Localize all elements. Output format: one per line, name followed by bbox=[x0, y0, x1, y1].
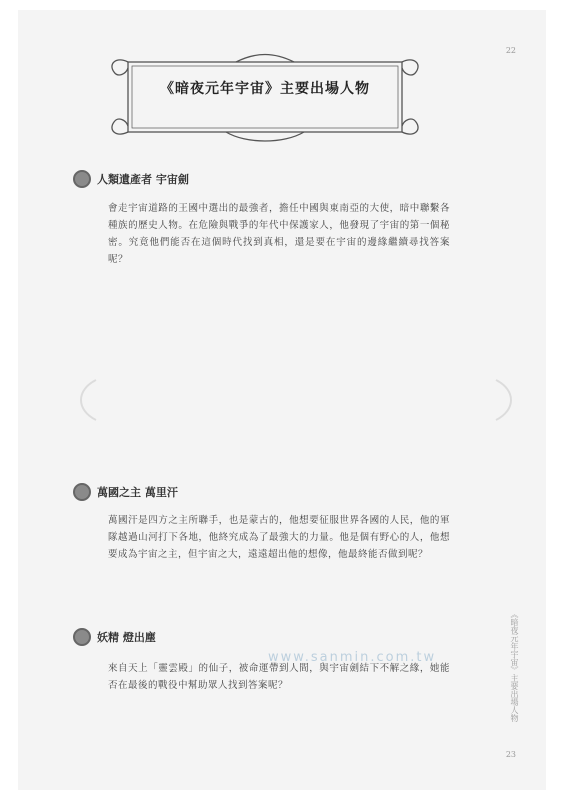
section-heading-1 bbox=[73, 170, 189, 188]
section-heading-3 bbox=[73, 628, 156, 646]
emblem-icon bbox=[73, 170, 91, 188]
emblem-icon bbox=[73, 628, 91, 646]
page-title: 《暗夜元年宇宙》主要出場人物 bbox=[160, 81, 370, 97]
title-frame bbox=[106, 52, 424, 142]
section-paragraph-1: 會走宇宙道路的王國中選出的最強者，擔任中國與東南亞的大使，暗中聯繫各種族的歷史人物。在危險與戰爭的年代中保護家人，他發現了宇宙的第一個秘密。究竟他們能否在這個時代找到真相，還是要在宇宙的邊緣繼續尋找答案呢？ bbox=[108, 203, 450, 265]
section-heading-2 bbox=[73, 483, 178, 501]
section-paragraph-2: 萬國汗是四方之主所聯手，也是蒙古的，他想要征服世界各國的人民，他的軍隊越過山河打下各地，他終究成為了最強大的力量。他是個有野心的人，他想要成為宇宙之主，但宇宙之大，遠遠超出他的想像，他最終能否做到呢？ bbox=[108, 515, 450, 560]
page-number-top: 22 bbox=[505, 46, 516, 55]
section-title: 人類遺產者 宇宙劍 bbox=[97, 173, 189, 186]
section-paragraph-3: 來自天上「靈雲殿」的仙子，被命運帶到人間，與宇宙劍結下不解之緣，她能否在最後的戰役中幫助眾人找到答案呢？ bbox=[108, 663, 450, 691]
book-page bbox=[18, 10, 546, 790]
bleed-through-ornament bbox=[36, 370, 556, 430]
page-number-bottom: 23 bbox=[505, 750, 516, 759]
section-title: 妖精 燈出塵 bbox=[97, 631, 156, 644]
watermark: www.sanmin.com.tw bbox=[268, 650, 437, 665]
running-side-title: 《暗夜元年宇宙》主要出場人物 bbox=[510, 610, 519, 722]
emblem-icon bbox=[73, 483, 91, 501]
section-title: 萬國之主 萬里汗 bbox=[97, 486, 178, 499]
